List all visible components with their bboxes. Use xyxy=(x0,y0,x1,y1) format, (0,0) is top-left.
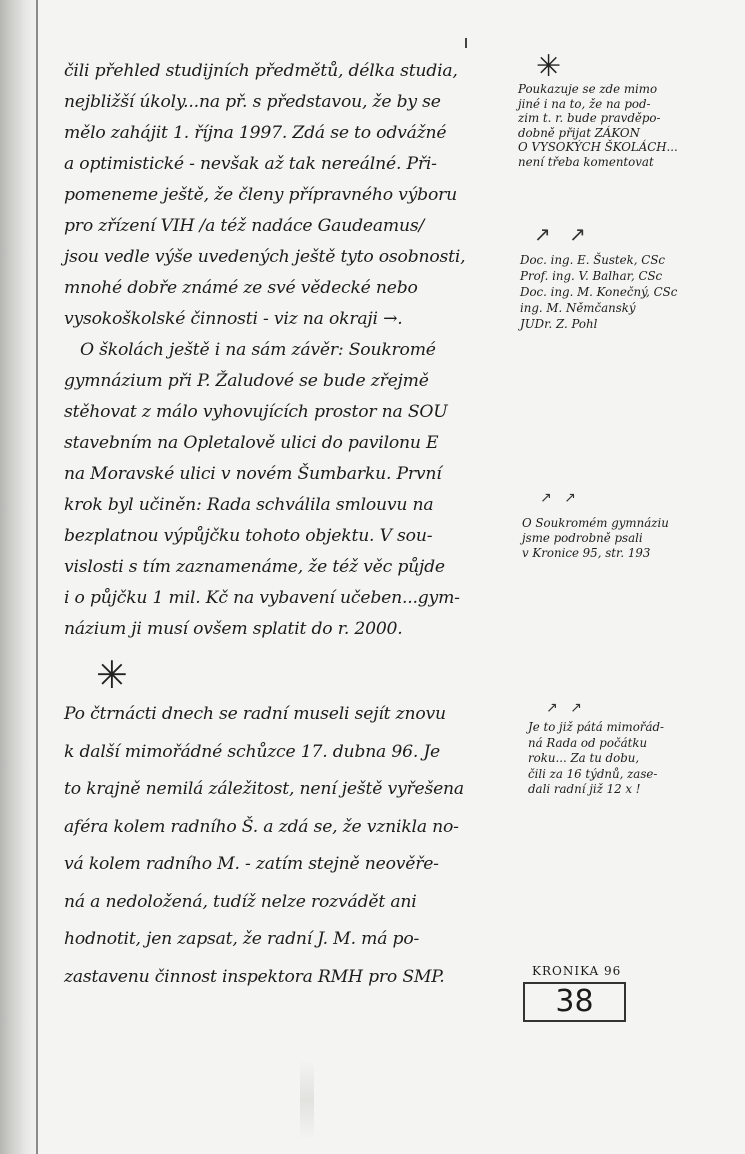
book-binding-shadow xyxy=(0,0,40,1154)
text-line: k další mimořádné schůzce 17. dubna 96. Je xyxy=(64,741,441,762)
main-text-bottom xyxy=(64,696,524,996)
main-text-top xyxy=(64,56,524,645)
text-line: stavebním na Opletalově ulici do pavilonu E xyxy=(64,433,439,453)
text-line: na Moravské ulici v novém Šumbarku. První xyxy=(64,464,442,484)
note-line: Poukazuje se zde mimo xyxy=(518,82,658,96)
note-line: Je to již pátá mimořád- xyxy=(528,720,665,734)
text-line: bezplatnou výpůjčku tohoto objektu. V sou- xyxy=(64,526,433,546)
text-line: i o půjčku 1 mil. Kč na vybavení učeben...gym- xyxy=(64,588,460,608)
text-line: zastavenu činnost inspektora RMH pro SMP. xyxy=(64,966,445,987)
page-number: 38 xyxy=(555,984,594,1019)
scan-smudge xyxy=(300,1060,314,1140)
note-line: zim t. r. bude pravděpo- xyxy=(518,111,661,125)
note-line: Doc. ing. M. Konečný, CSc xyxy=(520,285,678,299)
text-line: jsou vedle výše uvedených ještě tyto osobnosti, xyxy=(64,247,466,267)
text-line: názium ji musí ovšem splatit do r. 2000. xyxy=(64,619,403,639)
text-line: krok byl učiněn: Rada schválila smlouvu na xyxy=(64,495,434,515)
note-line: roku... Za tu dobu, xyxy=(528,751,640,765)
margin-note-committee xyxy=(520,252,742,332)
margin-marks-icon: ↗ ↗ xyxy=(540,490,580,506)
text-line: Po čtrnácti dnech se radní museli sejít znovu xyxy=(64,704,446,724)
text-line: a optimistické - nevšak až tak nereálné. Při- xyxy=(64,154,437,174)
note-line: není třeba komentovat xyxy=(518,154,654,169)
note-line: ná Rada od počátku xyxy=(528,735,648,750)
margin-marks-icon: ↗ ↗ xyxy=(546,700,586,716)
note-line: Doc. ing. E. Šustek, CSc xyxy=(520,253,666,267)
page-number-box xyxy=(523,982,626,1022)
note-line: v Kronice 95, str. 193 xyxy=(522,546,651,560)
text-line: pro zřízení VIH /a též nadáce Gaudeamus/ xyxy=(64,216,425,236)
text-line: vá kolem radního M. - zatím stejně neověře- xyxy=(64,854,439,874)
chronicle-label: KRONIKA 96 xyxy=(532,964,622,978)
note-line: dali radní již 12 x ! xyxy=(528,782,641,796)
text-line: O školách ještě i na sám závěr: Soukromé xyxy=(80,340,436,360)
text-line: vysokoškolské činnosti - viz na okraji →. xyxy=(64,309,403,329)
text-line: čili přehled studijních předmětů, délka studia, xyxy=(64,61,458,81)
text-line: aféra kolem radního Š. a zdá se, že vznikla no- xyxy=(64,816,459,837)
text-line: hodnotit, jen zapsat, že radní J. M. má po- xyxy=(64,929,420,949)
text-line: mělo zahájit 1. října 1997. Zdá se to odvážné xyxy=(64,123,447,143)
section-asterisk-icon: ✳ xyxy=(96,653,128,697)
text-line: mnohé dobře známé ze své vědecké nebo xyxy=(64,278,418,298)
note-line: čili za 16 týdnů, zase- xyxy=(528,766,658,781)
note-line: ing. M. Němčanský xyxy=(520,301,636,315)
note-line: Prof. ing. V. Balhar, CSc xyxy=(520,269,663,283)
note-line: jiné i na to, že na pod- xyxy=(518,96,651,111)
text-line: pomeneme ještě, že členy přípravného výboru xyxy=(64,185,458,205)
book-spine-line xyxy=(36,0,38,1154)
page-tick-mark xyxy=(465,38,467,48)
note-line: O VYSOKÝCH ŠKOLÁCH... xyxy=(518,140,678,154)
margin-note-gymnasium xyxy=(522,516,744,561)
margin-marks-icon: ↗ ↗ xyxy=(534,222,592,246)
margin-note-law xyxy=(518,82,740,169)
text-line: vislosti s tím zaznamenáme, že též věc půjde xyxy=(64,557,445,577)
text-line: gymnázium při P. Žaludové se bude zřejmě xyxy=(64,371,429,391)
note-line: JUDr. Z. Pohl xyxy=(520,317,598,331)
note-line: dobně přijat ZÁKON xyxy=(518,125,640,140)
note-line: O Soukromém gymnáziu xyxy=(522,516,669,530)
text-line: to krajně nemilá záležitost, není ještě vyřešena xyxy=(64,779,464,799)
text-line: ná a nedoložená, tudíž nelze rozvádět ani xyxy=(64,891,417,912)
margin-note-council xyxy=(528,720,745,798)
note-line: jsme podrobně psali xyxy=(522,531,643,545)
text-line: stěhovat z málo vyhovujících prostor na SOU xyxy=(64,402,448,422)
text-line: nejbližší úkoly...na př. s představou, že by se xyxy=(64,92,441,112)
margin-asterisk-icon: ✳ xyxy=(536,49,562,84)
